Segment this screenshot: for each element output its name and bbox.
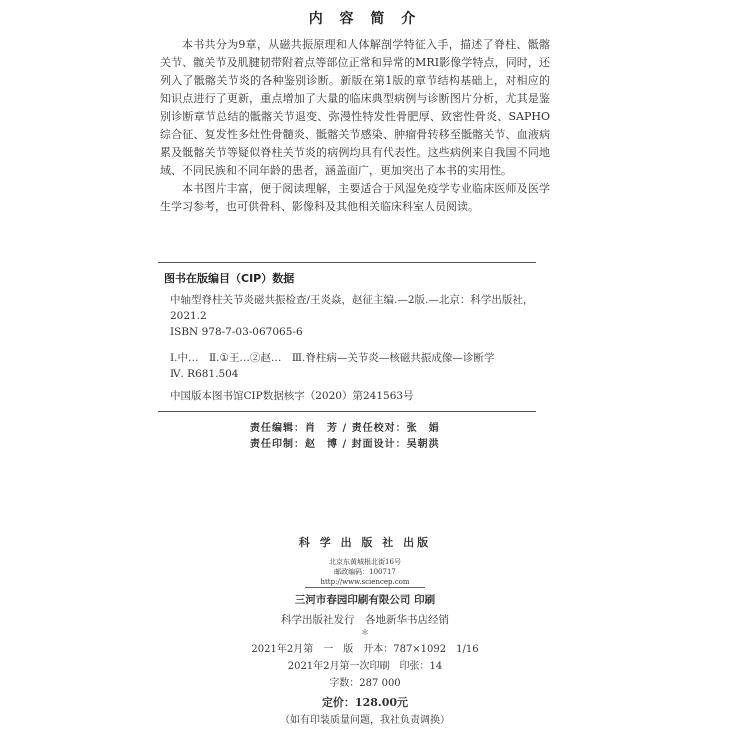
publisher-rule [305, 587, 425, 588]
printer: 三河市春园印刷有限公司 印刷 [294, 594, 436, 606]
publisher-address: 北京东黄城根北街16号 [329, 558, 401, 566]
word-count: 字数：287 000 [329, 678, 401, 689]
cip-record-number: 中国版本图书馆CIP数据核字（2020）第241563号 [170, 390, 414, 402]
distribution: 科学出版社发行 各地新华书店经销 [281, 614, 449, 626]
quality-notice: （如有印装质量问题，我社负责调换） [280, 715, 450, 726]
price: 定价：128.00元 [321, 696, 409, 709]
star-divider: ＊ [361, 628, 369, 637]
edition-info: 2021年2月第 一 版 开本：787×1092 1/16 [251, 644, 479, 655]
credits-line-2: 责任印制：赵 博 / 封面设计：吴朝洪 [250, 439, 440, 450]
cip-classification-2: Ⅳ. R681.504 [170, 368, 239, 380]
cip-bibliographic-line: 中轴型脊柱关节炎磁共振检查/王炎焱，赵征主编.—2版.—北京：科学出版社，2021.2 [170, 294, 534, 322]
publisher-name: 科 学 出 版 社 出版 [298, 536, 432, 549]
publisher-postcode: 邮政编码：100717 [334, 568, 396, 576]
cip-top-rule [158, 262, 536, 263]
publisher-website: http://www.sciencep.com [320, 578, 410, 586]
cip-heading: 图书在版编目（CIP）数据 [164, 272, 295, 285]
cip-bottom-rule [158, 411, 536, 412]
printing-info: 2021年2月第一次印刷 印张：14 [287, 661, 443, 672]
publisher-address-block [0, 557, 730, 587]
section-title: 内 容 简 介 [308, 11, 422, 27]
credits-line-1: 责任编辑：肖 芳 / 责任校对：张 娟 [250, 423, 440, 434]
cip-isbn: ISBN 978-7-03-067065-6 [170, 326, 303, 338]
cip-classification-1: Ⅰ.中… Ⅱ.①王…②赵… Ⅲ.脊柱病—关节炎—核磁共振成像—诊断学 [170, 352, 495, 364]
summary-text [160, 36, 550, 216]
publication-info [0, 641, 730, 692]
summary-paragraph-2: 本书图片丰富，便于阅读理解，主要适合于风湿免疫学专业临床医师及医学生学习参考，也可供骨科、影像科及其他相关临床科室人员阅读。 [160, 182, 550, 213]
summary-paragraph-1: 本书共分为9章，从磁共振原理和人体解剖学特征入手，描述了脊柱、骶髂关节、髋关节及肌腱韧带附着点等部位正常和异常的MRI影像学特点，同时，还列入了骶髂关节炎的各种鉴别诊断。新版在第1版的章节结构基础上，对相应的知识点进行了更新，重点增加了大量的临床典型病例与诊断图片分析，尤其是鉴别诊断章节总结的骶髂关节退变、弥漫性特发性骨肥厚、致密性骨炎、SAPHO综合征、复发性多灶性骨髓炎、骶髂关节感染、肿瘤骨转移至骶髂关节、血液病累及骶髂关节等疑似脊柱关节炎的病例均具有代表性。这些病例来自我国不同地域、不同民族和不同年龄的患者，涵盖面广，更加突出了本书的实用性。 [160, 38, 550, 177]
